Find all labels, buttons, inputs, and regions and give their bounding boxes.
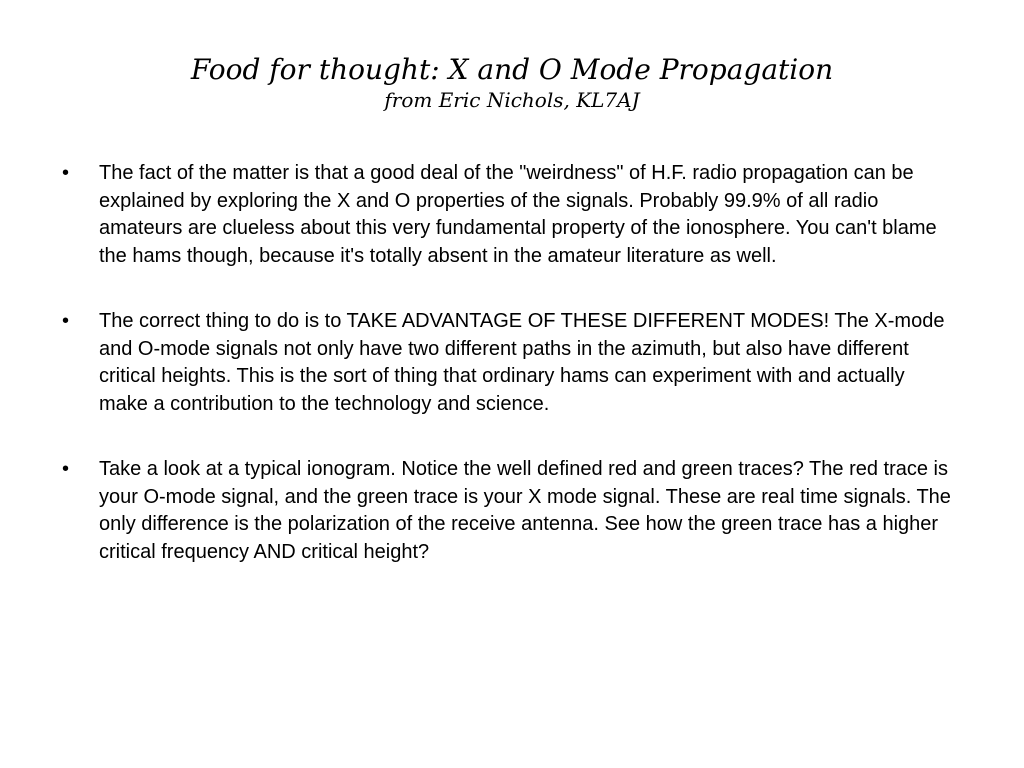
bullet-list [62, 160, 952, 604]
title-block [0, 52, 1024, 112]
slide-title: Food for thought: X and O Mode Propagation [190, 53, 834, 86]
bullet-item-1 [62, 160, 952, 270]
bullet-text: The correct thing to do is to TAKE ADVANTAGE OF THESE DIFFERENT MODES! The X-mode and O-mode signals not only have two different paths in the azimuth, but also have different critical heights. This is the sort of thing that ordinary hams can experiment with and actually make a contribution to the technology and science. [99, 310, 945, 415]
bullet-item-2 [62, 308, 952, 418]
bullet-marker-icon: • [62, 458, 70, 480]
slide-subtitle: from Eric Nichols, KL7AJ [384, 88, 640, 112]
bullet-marker-icon: • [62, 162, 70, 184]
bullet-text: Take a look at a typical ionogram. Notice the well defined red and green traces? The red trace is your O-mode signal, and the green trace is your X mode signal. These are real time signals. The only difference is the polarization of the receive antenna. See how the green trace has a higher critical frequency AND critical height? [99, 458, 951, 563]
bullet-text: The fact of the matter is that a good deal of the "weirdness" of H.F. radio propagation can be explained by exploring the X and O properties of the signals. Probably 99.9% of all radio amateurs are clueless about this very fundamental property of the ionosphere. You can't blame the hams though, because it's totally absent in the amateur literature as well. [99, 162, 937, 267]
bullet-marker-icon: • [62, 310, 70, 332]
bullet-item-3 [62, 456, 952, 566]
